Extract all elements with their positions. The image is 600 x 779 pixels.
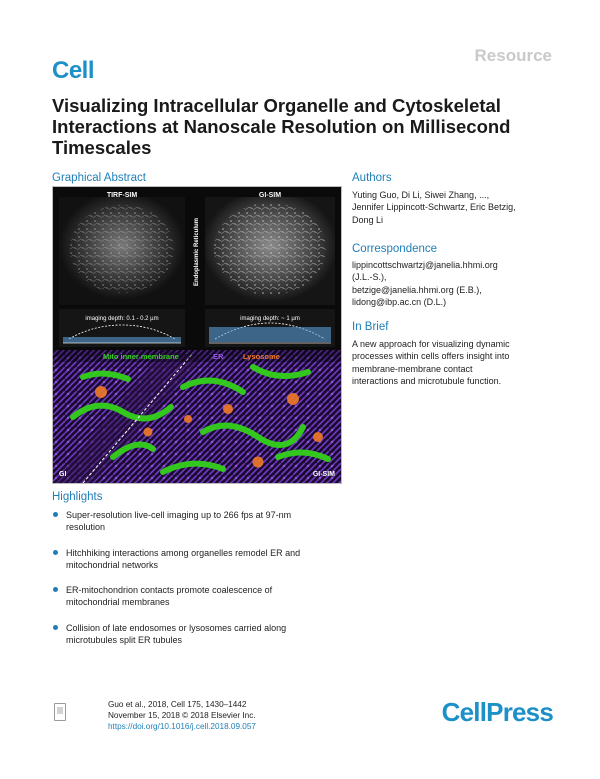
depth-schematic-right xyxy=(205,309,335,347)
bullet-icon xyxy=(53,550,58,555)
highlight-line: resolution xyxy=(66,522,106,533)
highlight-line: ER-mitochondrion contacts promote coalescence of xyxy=(66,585,273,596)
bullet-icon xyxy=(53,625,58,630)
citation-line: Guo et al., 2018, Cell 175, 1430–1442 xyxy=(108,700,247,709)
crossmark-badge-icon[interactable] xyxy=(54,703,66,721)
authors-list xyxy=(352,189,552,226)
highlight-line: Super-resolution live-cell imaging up to 266 fps at 97-nm xyxy=(66,510,292,520)
article-title: Visualizing Intracellular Organelle and Cytoskeletal Interactions at Nanoscale Resolution on Millisecond Timescales xyxy=(52,95,511,158)
bullet-icon xyxy=(53,587,58,592)
cellpress-logo-cell: Cell xyxy=(441,697,487,727)
authors-line: Dong Li xyxy=(352,214,384,225)
citation-line: November 15, 2018 © 2018 Elsevier Inc. xyxy=(108,710,256,720)
highlight-line: mitochondrial membranes xyxy=(66,597,170,608)
graphical-abstract-image xyxy=(53,187,341,483)
cellpress-logo-press: Press xyxy=(486,697,553,727)
correspondence-list xyxy=(352,259,552,309)
in-brief-line: processes within cells offers insight into xyxy=(352,351,510,362)
correspondence-line: (J.L.-S.), xyxy=(352,272,387,283)
highlights-list xyxy=(52,509,352,659)
tirf-sim-label: TIRF-SIM xyxy=(106,192,138,199)
in-brief-line: A new approach for visualizing dynamic xyxy=(352,339,510,349)
authors-heading: Authors xyxy=(352,172,392,184)
depth-schematic-left xyxy=(59,309,185,347)
depth-label-left: imaging depth: 0.1 - 0.2 µm xyxy=(85,316,159,322)
highlight-item xyxy=(52,622,352,647)
legend-er: ER xyxy=(213,352,224,361)
correspondence-email[interactable]: lippincottschwartzj@janelia.hhmi.org xyxy=(352,260,498,270)
graphical-abstract-heading: Graphical Abstract xyxy=(52,172,146,184)
in-brief-heading: In Brief xyxy=(352,321,389,333)
in-brief-line: interactions and microtubule function. xyxy=(352,376,502,387)
highlight-line: microtubules split ER tubules xyxy=(66,635,183,646)
doi-link[interactable]: https://doi.org/10.1016/j.cell.2018.09.057 xyxy=(108,721,256,731)
correspondence-email[interactable]: betzige@janelia.hhmi.org (E.B.), xyxy=(352,284,482,295)
legend-mito: Mito inner membrane xyxy=(103,352,179,361)
in-brief-line: membrane-membrane contact xyxy=(352,363,473,374)
highlight-line: mitochondrial networks xyxy=(66,559,159,570)
depth-label-right: imaging depth: ~ 1 µm xyxy=(240,316,300,322)
highlight-item xyxy=(52,547,352,572)
gi-sim-label: GI-SIM xyxy=(258,192,282,199)
resource-label: Resource xyxy=(474,46,552,65)
tirf-sim-panel xyxy=(59,197,185,305)
authors-line: Jennifer Lippincott-Schwartz, Eric Betzig, xyxy=(352,202,516,213)
gi-sim-panel xyxy=(205,197,335,305)
graphical-abstract-figure xyxy=(52,186,342,484)
organelle-panel xyxy=(53,350,341,483)
corner-label-gi-sim: GI-SIM xyxy=(312,471,335,478)
correspondence-heading: Correspondence xyxy=(352,243,438,255)
highlight-line: Hitchhiking interactions among organelles remodel ER and xyxy=(66,547,301,558)
correspondence-email[interactable]: lidong@ibp.ac.cn (D.L.) xyxy=(352,297,447,308)
authors-line: Yuting Guo, Di Li, Siwei Zhang, ..., xyxy=(352,190,490,200)
highlight-item xyxy=(52,584,352,609)
bullet-icon xyxy=(53,512,58,517)
highlights-heading: Highlights xyxy=(52,491,103,503)
highlight-line: Collision of late endosomes or lysosomes carried along xyxy=(66,622,287,633)
corner-label-gi: GI xyxy=(59,471,67,478)
cellpress-logo xyxy=(442,697,553,728)
legend-lysosome: Lysosome xyxy=(243,352,280,361)
cell-journal-logo: Cell xyxy=(52,57,95,84)
in-brief-text xyxy=(352,338,552,388)
citation-block xyxy=(108,700,256,732)
highlight-item xyxy=(52,509,352,534)
er-vertical-label: Endoplasmic Reticulum xyxy=(194,217,200,287)
